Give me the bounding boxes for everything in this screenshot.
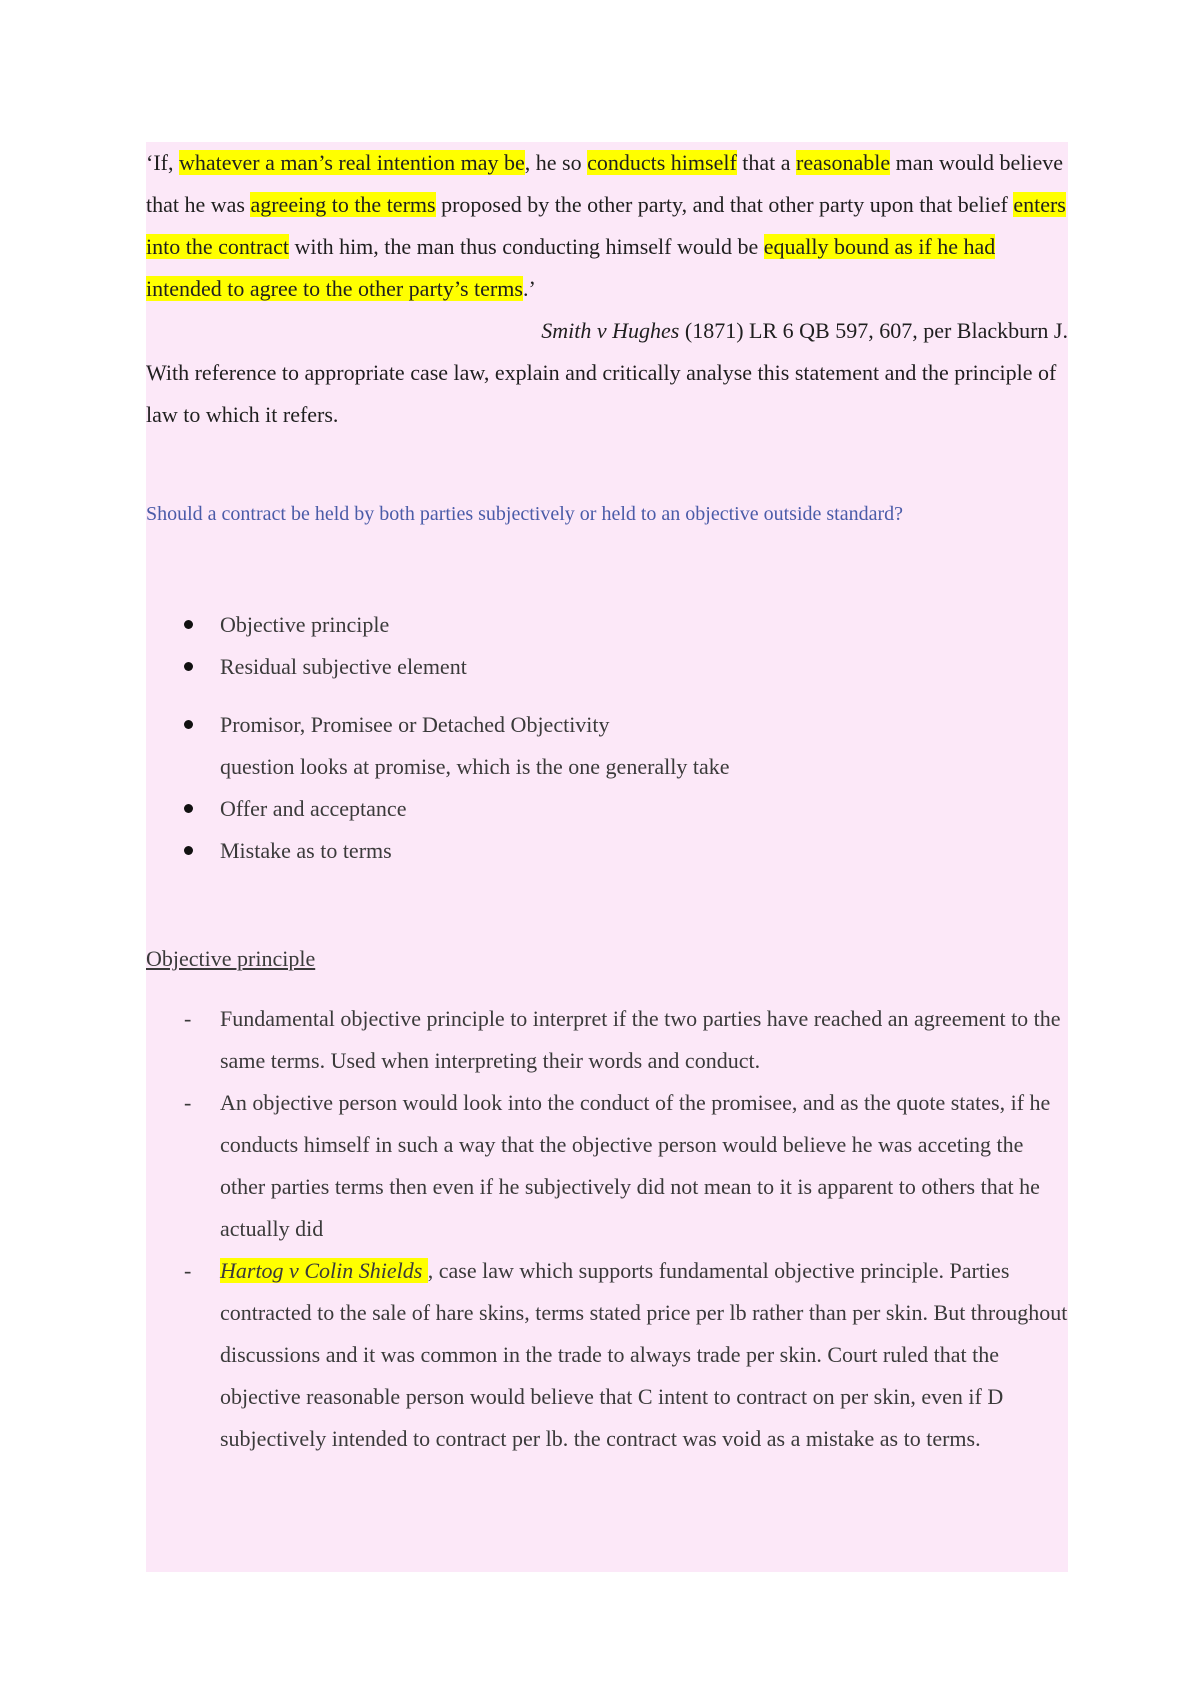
quote-text: , he so xyxy=(524,150,588,175)
list-item xyxy=(146,788,1068,830)
list-item-label: Objective principle xyxy=(220,612,390,637)
list-item-text: Fundamental objective principle to interpret if the two parties have reached an agreement to the same terms. Used when interpreting their words and conduct. xyxy=(220,1006,1061,1073)
case-citation xyxy=(146,310,1068,352)
list-item xyxy=(146,704,1068,788)
list-item-text: , case law which supports fundamental objective principle. Parties contracted to the sale of hare skins, terms stated price per lb rather than per skin. But throughout discussions and it was common in the trade to always trade per skin. Court ruled that the objective reasonable person would believe that C intent to contract on per skin, even if D subjectively intended to contract per lb. the contract was void as a mistake as to terms. xyxy=(220,1258,1068,1451)
quote-highlight: equally bound as if he had intended to agree to the other party’s terms xyxy=(146,234,996,301)
case-name-highlight: Hartog v Colin Shields xyxy=(220,1258,428,1283)
quote-highlight: reasonable xyxy=(796,150,891,175)
citation-case-name: Smith v Hughes xyxy=(541,318,680,343)
quote-text: proposed by the other party, and that other party upon that belief xyxy=(435,192,1014,217)
quote-text: man would believe that he was xyxy=(146,150,1064,217)
quote-text: .’ xyxy=(522,276,536,301)
citation-reference: (1871) LR 6 QB 597, 607, per Blackburn J. xyxy=(679,318,1068,343)
list-item xyxy=(146,998,1068,1082)
quote-paragraph xyxy=(146,142,1068,310)
list-item-text: An objective person would look into the conduct of the promisee, and as the quote states, if he conducts himself in such a way that the objective person would believe he was acceting the other parties terms then even if he subjectively did not mean to it is apparent to others that he actually did xyxy=(220,1090,1051,1241)
research-question: Should a contract be held by both parties subjectively or held to an objective outside standard? xyxy=(146,503,904,525)
quote-highlight: whatever a man’s real intention may be xyxy=(178,150,525,175)
list-item xyxy=(146,830,1068,872)
list-item xyxy=(146,646,1068,688)
bullet-icon xyxy=(184,662,193,671)
list-item-note: question looks at promise, which is the one generally take xyxy=(220,754,730,779)
list-item-label: Mistake as to terms xyxy=(220,838,392,863)
list-item-label: Offer and acceptance xyxy=(220,796,407,821)
dash-icon: - xyxy=(184,1006,192,1031)
quote-highlight: agreeing to the terms xyxy=(250,192,436,217)
quote-highlight: conducts himself xyxy=(587,150,737,175)
pink-content-block xyxy=(146,142,1068,1572)
bullet-icon xyxy=(184,804,193,813)
list-item xyxy=(146,1250,1068,1460)
list-item-label: Residual subjective element xyxy=(220,654,467,679)
list-item xyxy=(146,604,1068,646)
list-item xyxy=(146,1082,1068,1250)
dash-icon: - xyxy=(184,1090,192,1115)
list-item-label: Promisor, Promisee or Detached Objectivity xyxy=(220,712,610,737)
task-instruction: With reference to appropriate case law, explain and critically analyse this statement and the principle of law to which it refers. xyxy=(146,360,1057,427)
bullet-icon xyxy=(184,846,193,855)
topic-bullet-list xyxy=(146,604,1068,872)
section-heading: Objective principle xyxy=(146,946,316,971)
quote-text: ‘If, xyxy=(146,150,179,175)
quote-text: with him, the man thus conducting himself would be xyxy=(288,234,764,259)
bullet-icon xyxy=(184,620,193,629)
dash-icon: - xyxy=(184,1258,192,1283)
bullet-icon xyxy=(184,720,193,729)
quote-highlight: enters into the contract xyxy=(146,192,1066,259)
section-dash-list xyxy=(146,998,1068,1460)
quote-text: that a xyxy=(736,150,797,175)
